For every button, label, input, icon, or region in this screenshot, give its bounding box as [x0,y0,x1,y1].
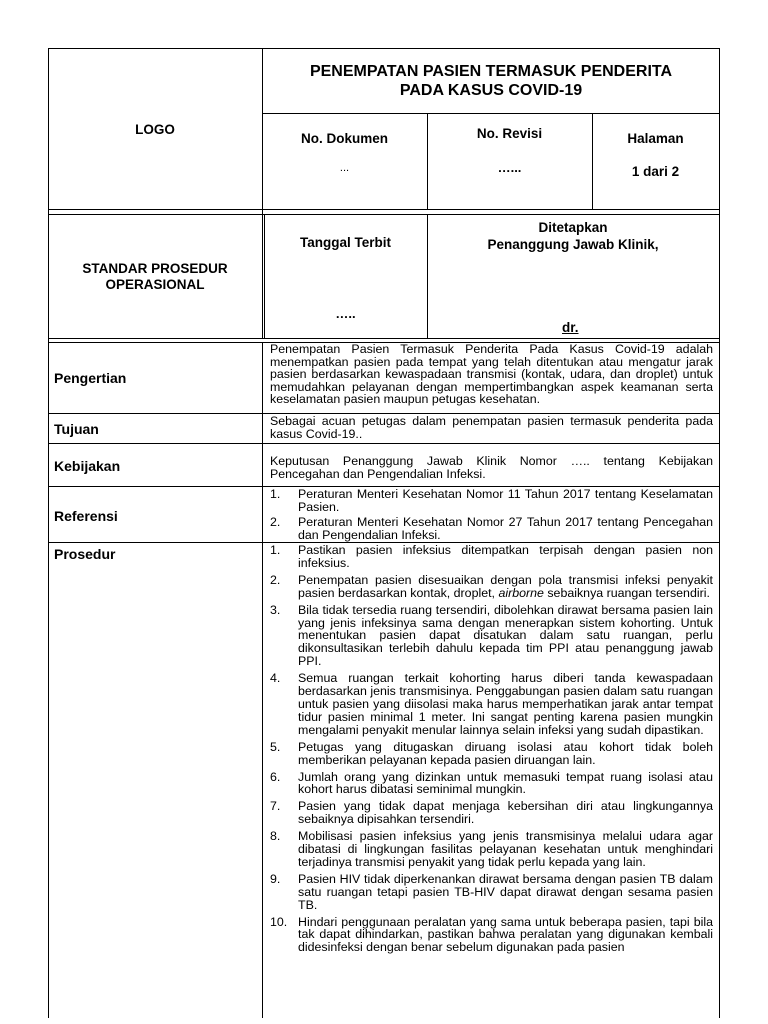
logo-placeholder: LOGO [135,122,175,137]
referensi-list [270,488,713,542]
list-number: 5. [270,739,281,754]
document-title [262,62,720,100]
list-item [270,672,713,737]
no-dokumen-label: No. Dokumen [300,131,388,146]
list-number: 3. [270,602,281,617]
signature-name: dr. [562,320,579,335]
no-revisi-value: …... [497,160,522,175]
list-text: Semua ruangan terkait kohorting harus diberi tanda kewaspadaan berdasarkan jenis transmisinya. Penggabungan pasien dalam satu ruangan untuk pasien yang diisolasi maka harus memperhatikan jarak antar tempat tidur pasien minimal 1 meter. Ini sangat penting karena pasien mungkin mengalami penyakit menular lainnya selain infeksi yang sudah dipastikan. [298,671,713,737]
list-text: Pasien HIV tidak diperkenankan dirawat bersama dengan pasien TB dalam satu ruangan tetapi pasien TB-HIV dapat dirawat dengan sesama pasien TB. [298,871,713,912]
prosedur-label: Prosedur [54,546,116,562]
tanggal-terbit-label: Tanggal Terbit [300,235,391,250]
list-text [298,573,713,600]
list-text: Pasien yang tidak dapat menjaga kebersihan diri atau lingkungannya sebaiknya dipisahkan tersendiri. [298,799,713,827]
halaman-value: 1 dari 2 [631,164,680,179]
list-number: 2. [270,572,281,587]
kebijakan-text: Keputusan Penanggung Jawab Klinik Nomor ….. tentang Kebijakan Pencegahan dan Pengendalian Infeksi. [270,454,713,481]
halaman-label: Halaman [627,131,684,146]
list-number: 1. [270,487,281,501]
list-item [270,574,713,600]
list-text: Mobilisasi pasien infeksius yang jenis transmisinya melalui udara agar dibatasi di lingkungan fasilitas pelayanan kesehatan untuk menghindari terjadinya transmisi penyakit yang tidak perlu kepada yang lain. [298,829,713,869]
list-text: Petugas yang ditugaskan diruang isolasi atau kohort tidak boleh memberikan pelayanan kepada pasien diruangan lain. [298,739,713,767]
tujuan-label: Tujuan [54,421,99,437]
list-text: Hindari penggunaan peralatan yang sama untuk beberapa pasien, tapi bila tak dapat dihindarkan, pastikan bahwa peralatan yang digunakan kembali didesinfeksi dengan benar sebelum digunakan pada pasien [298,914,713,955]
pengertian-text: Penempatan Pasien Termasuk Penderita Pada Kasus Covid-19 adalah menempatkan pasien pada tempat yang telah ditentukan atau mengatur jarak pasien berdasarkan kewaspadaan transmisi (kontak, udara, dan droplet) untuk memudahkan pelayanan dengan mempertimbangkan aspek keamanan serta keselamatan pasien maupun petugas kesehatan. [270,342,713,407]
list-text-emphasis: airborne [498,585,544,600]
list-text: Peraturan Menteri Kesehatan Nomor 11 Tahun 2017 tentang Keselamatan Pasien. [298,487,713,514]
list-number: 4. [270,671,281,686]
list-item [270,800,713,826]
no-dokumen-value: ... [339,162,350,174]
list-number: 6. [270,769,281,784]
tanggal-terbit-value: ….. [335,306,356,321]
list-number: 10. [270,914,288,929]
list-text: Pastikan pasien infeksius ditempatkan terpisah dengan pasien non infeksius. [298,544,713,570]
list-item [270,830,713,869]
ditetapkan-line-2: Penanggung Jawab Klinik, [487,237,659,252]
kebijakan-label: Kebijakan [54,458,121,474]
sop-label-line-2: OPERASIONAL [105,277,205,292]
list-item [270,873,713,912]
tujuan-text: Sebagai acuan petugas dalam penempatan pasien termasuk penderita pada kasus Covid-19.. [270,414,713,441]
referensi-label: Referensi [54,508,118,524]
list-item [270,916,713,955]
list-text: Peraturan Menteri Kesehatan Nomor 27 Tahun 2017 tentang Pencegahan dan Pengendalian Infeksi. [298,514,713,542]
list-text-post: sebaiknya ruangan tersendiri. [543,585,710,600]
list-item [270,741,713,767]
list-item [270,771,713,797]
ditetapkan-line-1: Ditetapkan [538,220,608,235]
title-line-1: PENEMPATAN PASIEN TERMASUK PENDERITA [309,63,673,80]
list-item [270,604,713,669]
list-item [270,544,713,570]
list-item [270,488,713,514]
list-text-pre: Penempatan pasien disesuaikan dengan pola transmisi infeksi penyakit pasien berdasarkan kontak, droplet, [298,572,713,600]
list-text: Bila tidak tersedia ruang tersendiri, dibolehkan dirawat bersama pasien lain yang jenis infeksinya sama dengan menerapkan sistem kohorting. Untuk menentukan pasien dapat disatukan dalam satu ruangan, perlu dikonsultasikan terlebih dahulu kepada tim PPI atau penanggung jawab PPI. [298,602,713,669]
list-number: 9. [270,871,281,886]
list-number: 1. [270,544,281,557]
list-number: 7. [270,799,281,814]
list-number: 8. [270,829,281,844]
list-number: 2. [270,514,281,529]
list-item [270,516,713,542]
prosedur-list [270,544,713,1018]
sop-label [48,261,262,293]
list-text: Jumlah orang yang dizinkan untuk memasuki tempat ruang isolasi atau kohort harus dibatasi seminimal mungkin. [298,769,713,797]
ditetapkan-block [427,219,719,253]
pengertian-label: Pengertian [54,370,127,386]
no-revisi-label: No. Revisi [476,126,543,141]
title-line-2: PADA KASUS COVID-19 [399,82,583,99]
sop-label-line-1: STANDAR PROSEDUR [82,261,228,276]
